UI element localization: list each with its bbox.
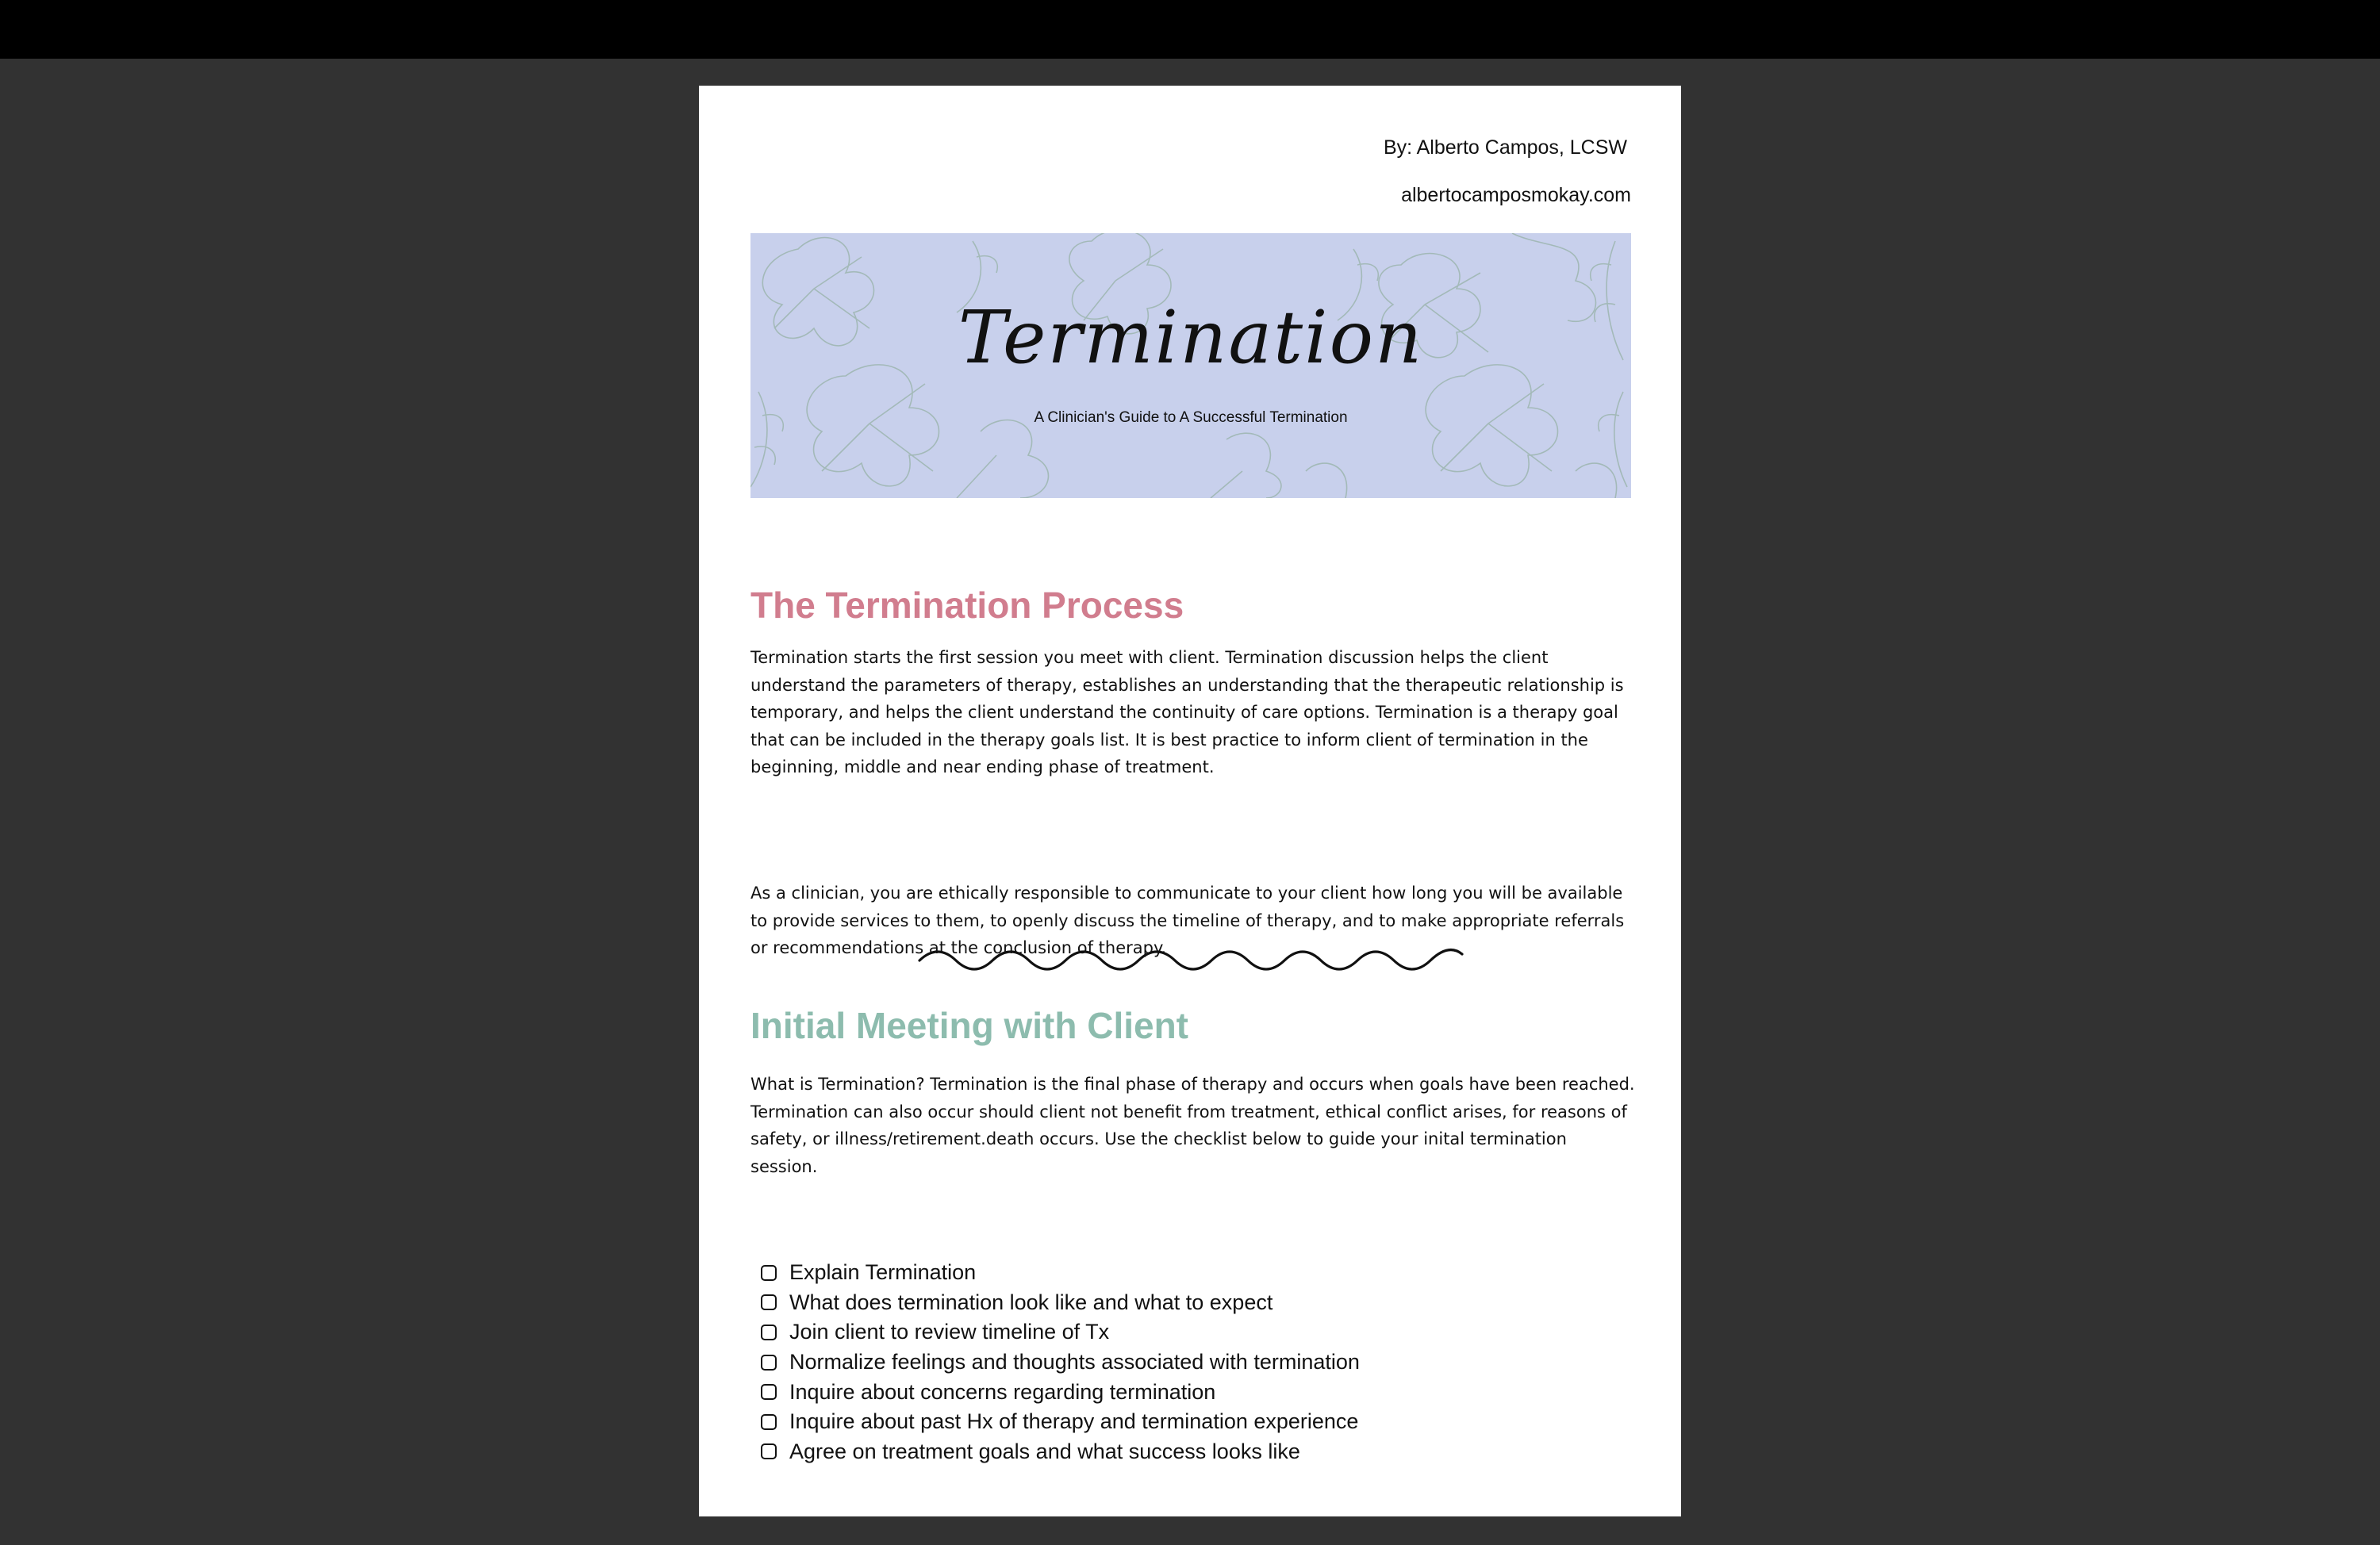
website-link[interactable]: albertocamposmokay.com: [1401, 184, 1631, 206]
author-line: By: Alberto Campos, LCSW: [1383, 136, 1627, 159]
checklist-item[interactable]: [761, 1288, 1360, 1318]
banner-subtitle: A Clinician's Guide to A Successful Termination: [1034, 409, 1348, 426]
checklist-item-label: Join client to review timeline of Tx: [789, 1320, 1110, 1344]
checkbox-icon[interactable]: [761, 1384, 777, 1400]
viewer-top-bar: [0, 0, 2380, 59]
process-paragraph-1: Termination starts the first session you meet with client. Termination discussion helps the client understand the parameters of therapy, establishes an understanding that the therapeutic relationship is temporary, and helps the client understand the continuity of care options. Termination is a therapy goal that can be included in the therapy goals list. It is best practice to inform client of termination in the beginning, middle and near ending phase of treatment.: [750, 648, 1624, 776]
checklist-item-label: Normalize feelings and thoughts associated with termination: [789, 1350, 1360, 1374]
checkbox-icon[interactable]: [761, 1414, 777, 1430]
checklist-item-label: Agree on treatment goals and what success looks like: [789, 1439, 1300, 1463]
checklist-item[interactable]: [761, 1348, 1360, 1378]
banner-title: Termination: [958, 295, 1424, 380]
document-page: [699, 86, 1681, 1516]
checklist-item[interactable]: [761, 1377, 1360, 1407]
checkbox-icon[interactable]: [761, 1325, 777, 1340]
checkbox-icon[interactable]: [761, 1443, 777, 1459]
title-banner: [750, 233, 1631, 498]
checklist-item[interactable]: [761, 1317, 1360, 1348]
checklist-item[interactable]: [761, 1437, 1360, 1467]
checkbox-icon[interactable]: [761, 1355, 777, 1371]
termination-checklist: [761, 1258, 1360, 1466]
section-heading-process: The Termination Process: [750, 585, 1184, 626]
section-heading-initial: Initial Meeting with Client: [750, 1005, 1188, 1046]
initial-paragraph: What is Termination? Termination is the final phase of therapy and occurs when goals have been reached. Termination can also occur should client not benefit from treatment, ethical conflict arises, for reasons of safety, or illness/retirement.death occurs. Use the checklist below to guide your inital termination session.: [750, 1075, 1635, 1176]
checkbox-icon[interactable]: [761, 1265, 777, 1281]
checklist-item-label: What does termination look like and what to expect: [789, 1290, 1273, 1314]
checklist-item-label: Inquire about past Hx of therapy and termination experience: [789, 1409, 1359, 1434]
wavy-divider: [918, 946, 1465, 975]
checkbox-icon[interactable]: [761, 1294, 777, 1310]
process-paragraph-2: As a clinician, you are ethically responsible to communicate to your client how long you will be available to provide services to them, to openly discuss the timeline of therapy, and to make appropriate referrals or recommendations at the conclusion of therapy.: [750, 884, 1625, 957]
checklist-item-label: Inquire about concerns regarding termination: [789, 1379, 1216, 1404]
checklist-item[interactable]: [761, 1407, 1360, 1437]
checklist-item[interactable]: [761, 1258, 1360, 1288]
checklist-item-label: Explain Termination: [789, 1260, 977, 1285]
